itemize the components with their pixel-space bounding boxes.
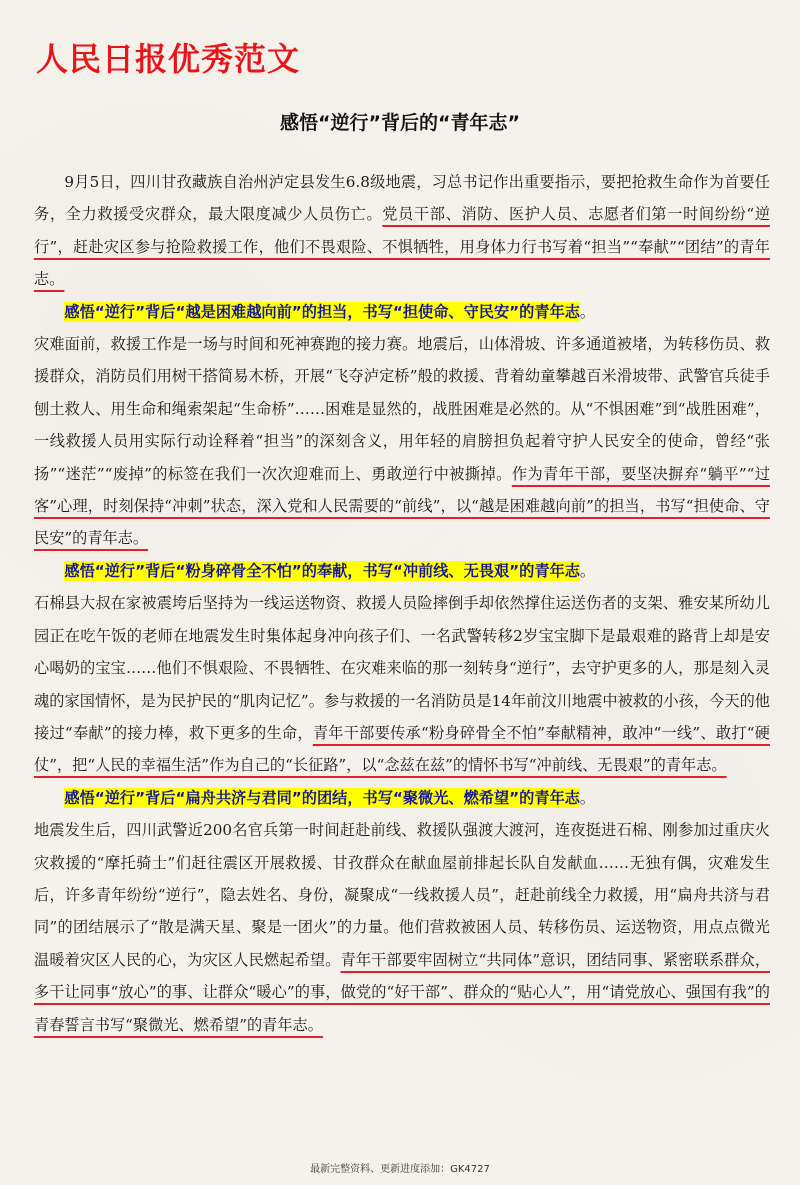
- section-3-paragraph: [34, 814, 770, 1041]
- section-3-text: 地震发生后，四川武警近200名官兵第一时间赶赴前线、救援队强渡大渡河，连夜挺进石棉、刚参加过重庆火灾救援的“摩托骑士”们赶往震区开展救援、甘孜群众在献血屋前排起长队自发献血……无独有偶，灾难发生后，许多青年纷纷“逆行”，隐去姓名、身份，凝聚成“一线救援人员”，赶赴前线全力救援，用“扁舟共济与君同”的团结展示了“散是满天星、聚是一团火”的力量。他们营救被困人员、转移伤员、运送物资，用点点微光温暖着灾区人民的心，为灾区人民燃起希望。: [34, 821, 770, 969]
- intro-text: 9月5日，四川甘孜藏族自治州泸定县发生6.8级地震，习总书记作出重要指示，要把抢救生命作为首要任务，全力救援受灾群众，最大限度减少人员伤亡。: [34, 173, 770, 224]
- section-2-paragraph: [34, 587, 770, 781]
- section-1-heading-end: 。: [579, 302, 596, 321]
- intro-underline: 党员干部、消防、医护人员、志愿者们第一时间纷纷“逆行”，赶赴灾区参与抢险救援工作，他们不畏艰险、不惧牺牲，用身体力行书写着“担当”“奉献”“团结”的青年志。: [34, 205, 771, 289]
- section-2-heading: 感悟“逆行”背后“粉身碎骨全不怕”的奉献，书写“冲前线、无畏艰”的青年志: [64, 561, 580, 580]
- section-1-heading: 感悟“逆行”背后“越是困难越向前”的担当，书写“担使命、守民安”的青年志: [64, 302, 580, 321]
- brand-title: 人民日报优秀范文: [36, 40, 301, 78]
- section-2-heading-paragraph: [34, 555, 770, 587]
- intro-paragraph: [34, 166, 770, 296]
- section-2-underline: 青年干部要传承“粉身碎骨全不怕”奉献精神，敢冲“一线”、敢打“硬仗”，把“人民的幸福生活”作为自己的“长征路”，以“念兹在兹”的情怀书写“冲前线、无畏艰”的青年志。: [34, 723, 770, 775]
- section-3-underline: 青年干部要牢固树立“共同体”意识，团结同事、紧密联系群众，多干让同事“放心”的事、让群众“暖心”的事，做党的“好干部”、群众的“贴心人”，用“请党放心、强国有我”的青春誓言书写“聚微光、燃希望”的青年志。: [34, 950, 771, 1034]
- section-3-heading: 感悟“逆行”背后“扁舟共济与君同”的团结，书写“聚微光、燃希望”的青年志: [64, 788, 580, 807]
- section-1-paragraph: [34, 328, 770, 555]
- section-3-heading-end: 。: [579, 788, 596, 807]
- section-1-heading-paragraph: [34, 296, 770, 328]
- section-1-underline: 作为青年干部，要坚决摒弃“躺平”“过客”心理，时刻保持“冲刺”状态，深入党和人民需要的“前线”，以“越是困难越向前”的担当，书写“担使命、守民安”的青年志。: [34, 464, 771, 548]
- section-2-heading-end: 。: [579, 561, 596, 580]
- section-1-text: 灾难面前，救援工作是一场与时间和死神赛跑的接力赛。地震后，山体滑坡、许多通道被堵，为转移伤员、救援群众，消防员们用树干搭简易木桥，开展“飞夺泸定桥”般的救援、背着幼童攀越百米滑坡带、武警官兵徒手刨土救人、用生命和绳索架起“生命桥”……困难是显然的，战胜困难是必然的。从“不惧困难”到“战胜困难”，一线救援人员用实际行动诠释着“担当”的深刻含义，用年轻的肩膀担负起着守护人民安全的使命，曾经“张扬”“迷茫”“废掉”的标签在我们一次次迎难而上、勇敢逆行中被撕掉。: [34, 335, 770, 483]
- section-3-heading-paragraph: [34, 782, 770, 814]
- footer-note: 最新完整资料、更新进度添加：GK4727: [310, 1164, 490, 1175]
- article-title: 感悟“逆行”背后的“青年志”: [280, 112, 520, 134]
- section-2-text: 石棉县大叔在家被震垮后坚持为一线运送物资、救援人员险摔倒手却依然撑住运送伤者的支架、雅安某所幼儿园正在吃午饭的老师在地震发生时集体起身冲向孩子们、一名武警转移2岁宝宝脚下是最艰难的路背上却是安心喝奶的宝宝……他们不惧艰险、不畏牺牲、在灾难来临的那一刻转身“逆行”，去守护更多的人，那是刻入灵魂的家国情怀，是为民护民的“肌肉记忆”。参与救援的一名消防员是14年前汶川地震中被救的小孩，今天的他接过“奉献”的接力棒，救下更多的生命，: [34, 594, 770, 742]
- article-body: [34, 166, 770, 1041]
